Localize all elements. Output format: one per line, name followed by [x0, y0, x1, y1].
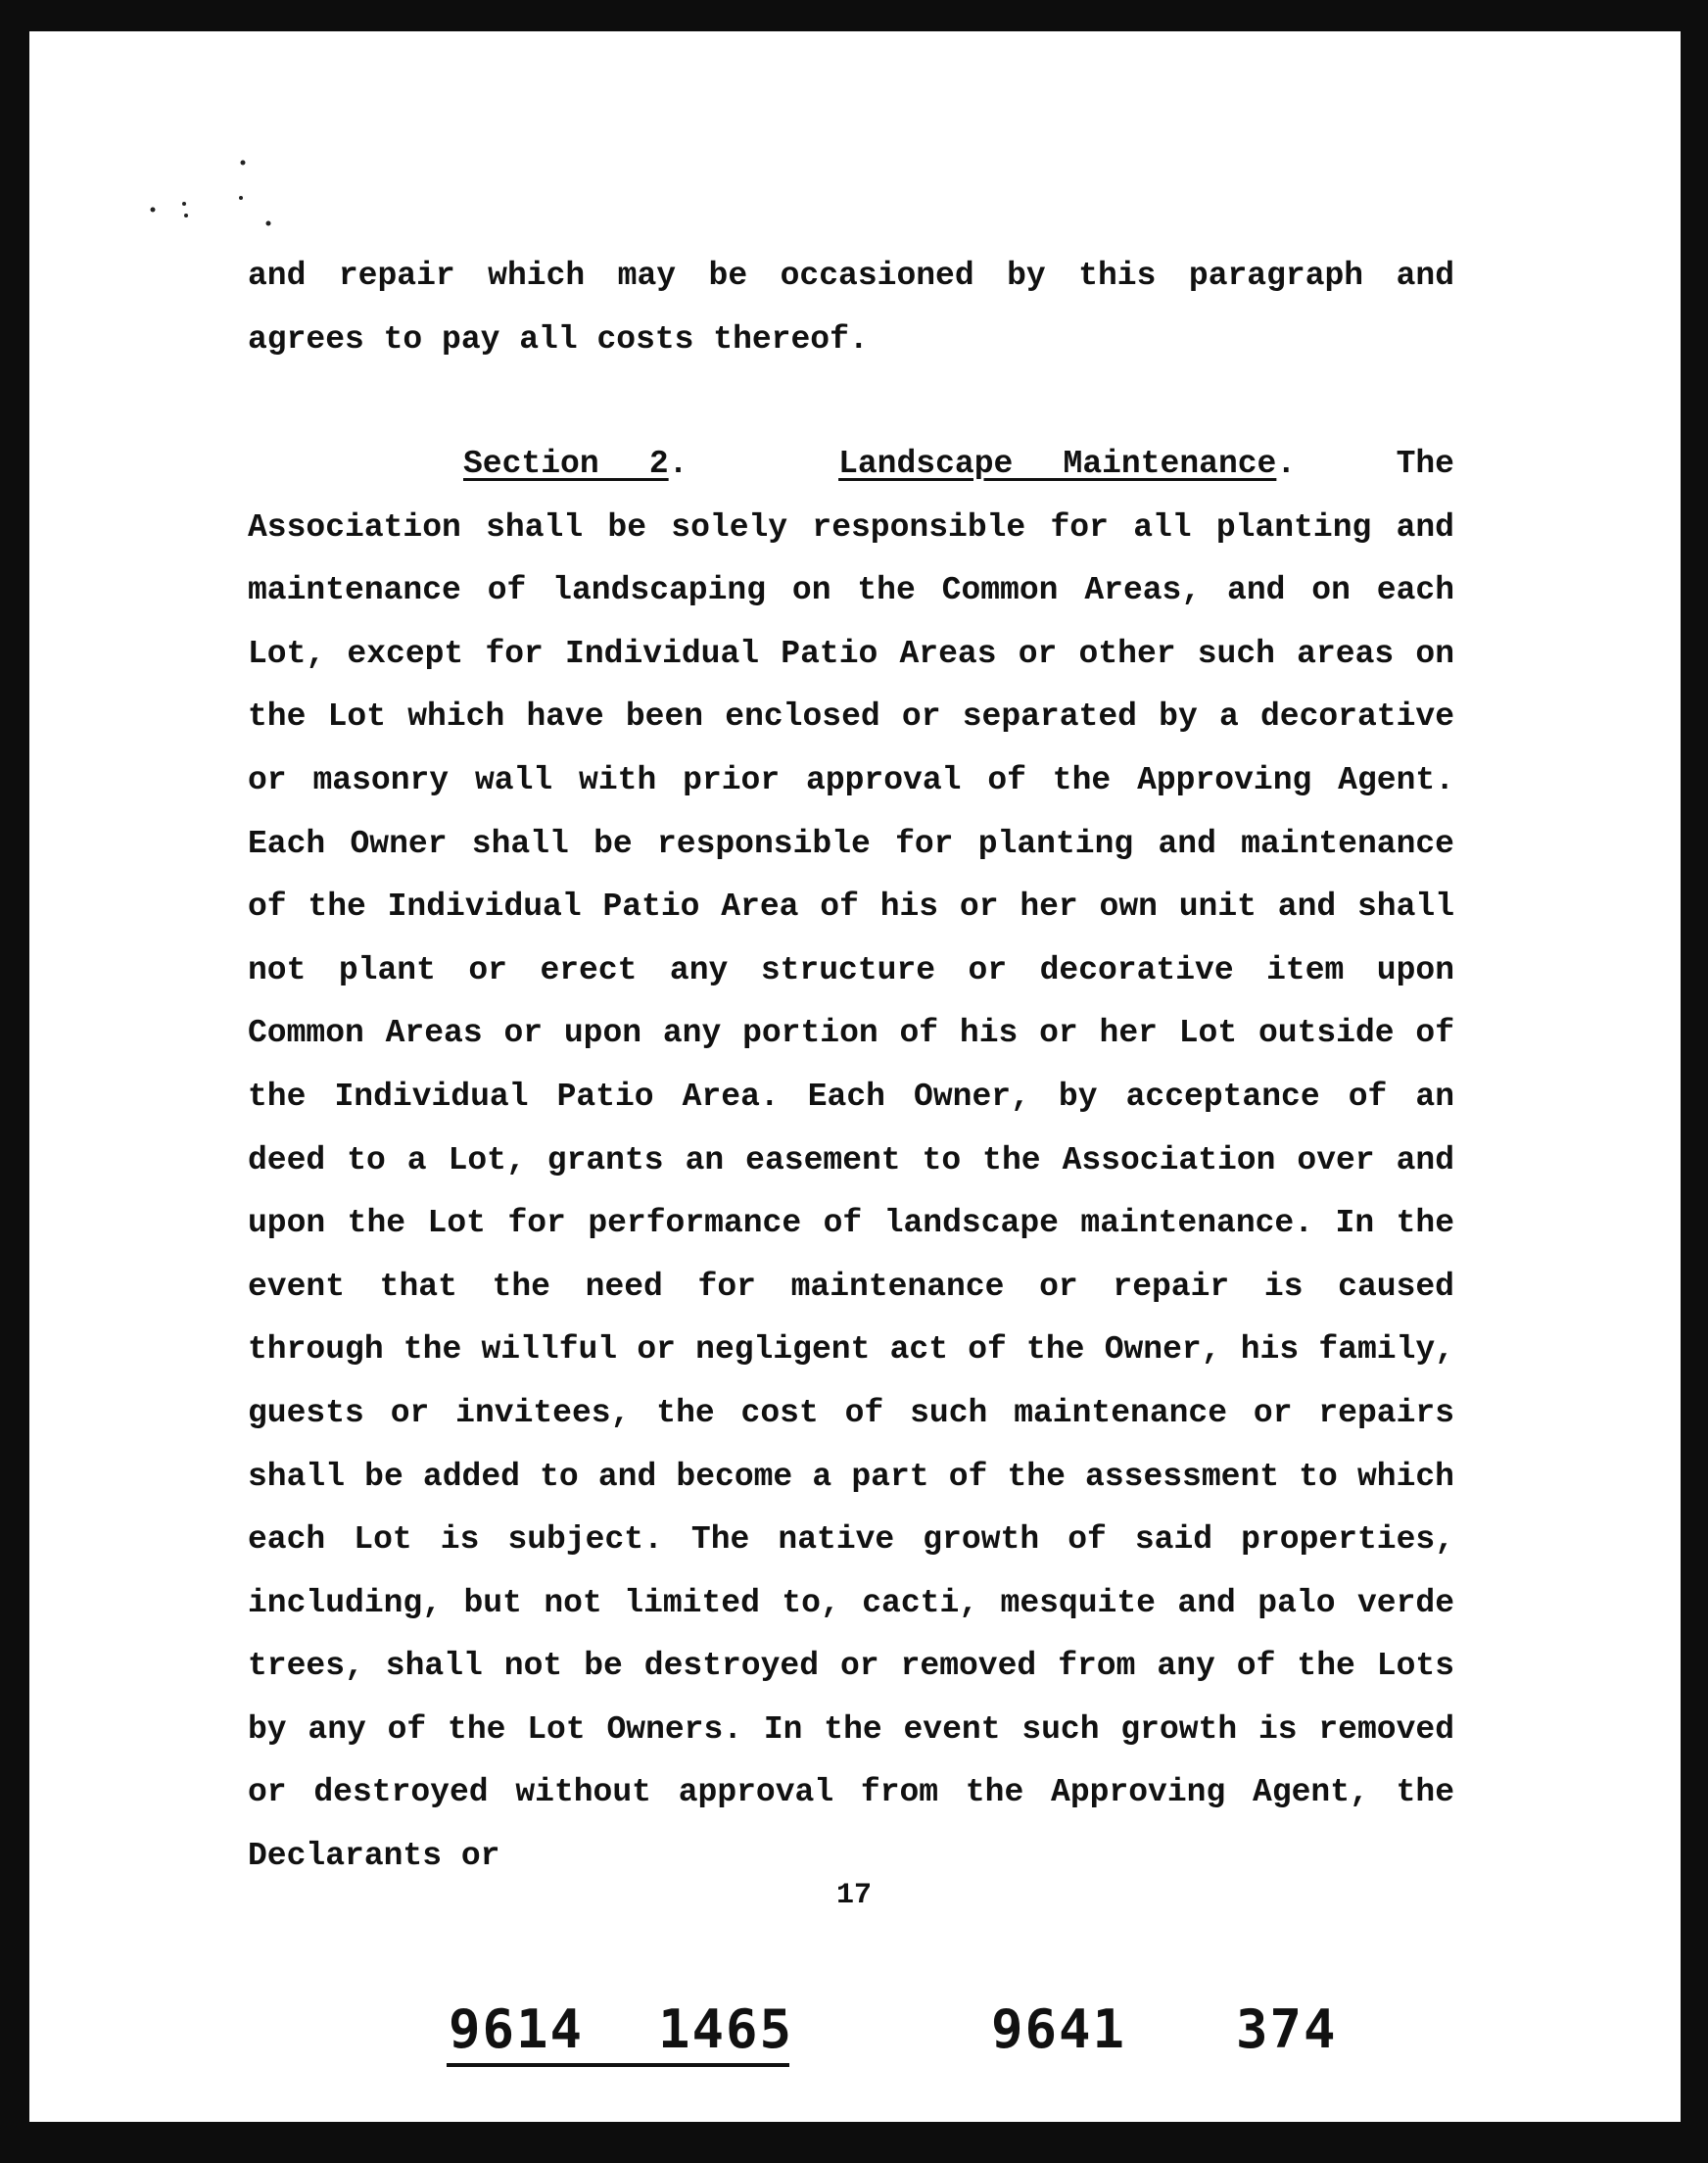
scan-specks — [147, 159, 284, 237]
section-title: Landscape Maintenance — [838, 446, 1277, 482]
footer-ref-underline — [447, 2063, 789, 2067]
footer-ref-2: 1465 — [658, 1998, 794, 2060]
footer-ref-4: 374 — [1236, 1998, 1338, 2060]
section-2-body: The Association shall be solely responsible for all planting and maintenance of landscaping on the Common Areas, and on each Lot, except for Individual Patio Areas or other such areas on the Lot which have been enclosed or separated by a decorative or masonry wall with prior approval of the Approving Agent. Each Owner shall be responsible for planting and maintenance of the Individual Patio Area of his or her own unit and shall not plant or erect any structure or decorative item upon Common Areas or upon any portion of his or her Lot outside of the Individual Patio Area. Each Owner, by acceptance of an deed to a Lot, grants an easement to the Association over and upon the Lot for performance of landscape maintenance. In the event that the need for maintenance or repair is caused through the willful or negligent act of the Owner, his family, guests or invitees, the cost of such maintenance or repairs shall be added to and become a part of the assessment to which each Lot is subject. The native growth of said properties, including, but not limited to, cacti, mesquite and palo verde trees, shall not be destroyed or removed from any of the Lots by any of the Lot Owners. In the event such growth is removed or destroyed without approval from the Approving Agent, the Declarants or — [248, 446, 1454, 1875]
footer-ref-3: 9641 — [991, 1998, 1127, 2060]
footer-ref-1: 9614 — [449, 1998, 585, 2060]
section-label: Section 2 — [463, 446, 669, 482]
section-2-paragraph: Section 2. Landscape Maintenance. The Association shall be solely responsible for all planting and maintenance of landscaping on the Common Areas, and on each Lot, except for Individual Patio Areas or other such areas on the Lot which have been enclosed or separated by a decorative or masonry wall with prior approval of the Approving Agent. Each Owner shall be responsible for planting and maintenance of the Individual Patio Area of his or her own unit and shall not plant or erect any structure or decorative item upon Common Areas or upon any portion of his or her Lot outside of the Individual Patio Area. Each Owner, by acceptance of an deed to a Lot, grants an easement to the Association over and upon the Lot for performance of landscape maintenance. In the event that the need for maintenance or repair is caused through the willful or negligent act of the Owner, his family, guests or invitees, the cost of such maintenance or repairs shall be added to and become a part of the assessment to which each Lot is subject. The native growth of said properties, including, but not limited to, cacti, mesquite and palo verde trees, shall not be destroyed or removed from any of the Lots by any of the Lot Owners. In the event such growth is removed or destroyed without approval from the Approving Agent, the Declarants or — [248, 446, 1454, 1875]
page-number: 17 — [835, 1879, 872, 1912]
continued-paragraph: and repair which may be occasioned by this paragraph and agrees to pay all costs thereof. — [248, 258, 1454, 358]
